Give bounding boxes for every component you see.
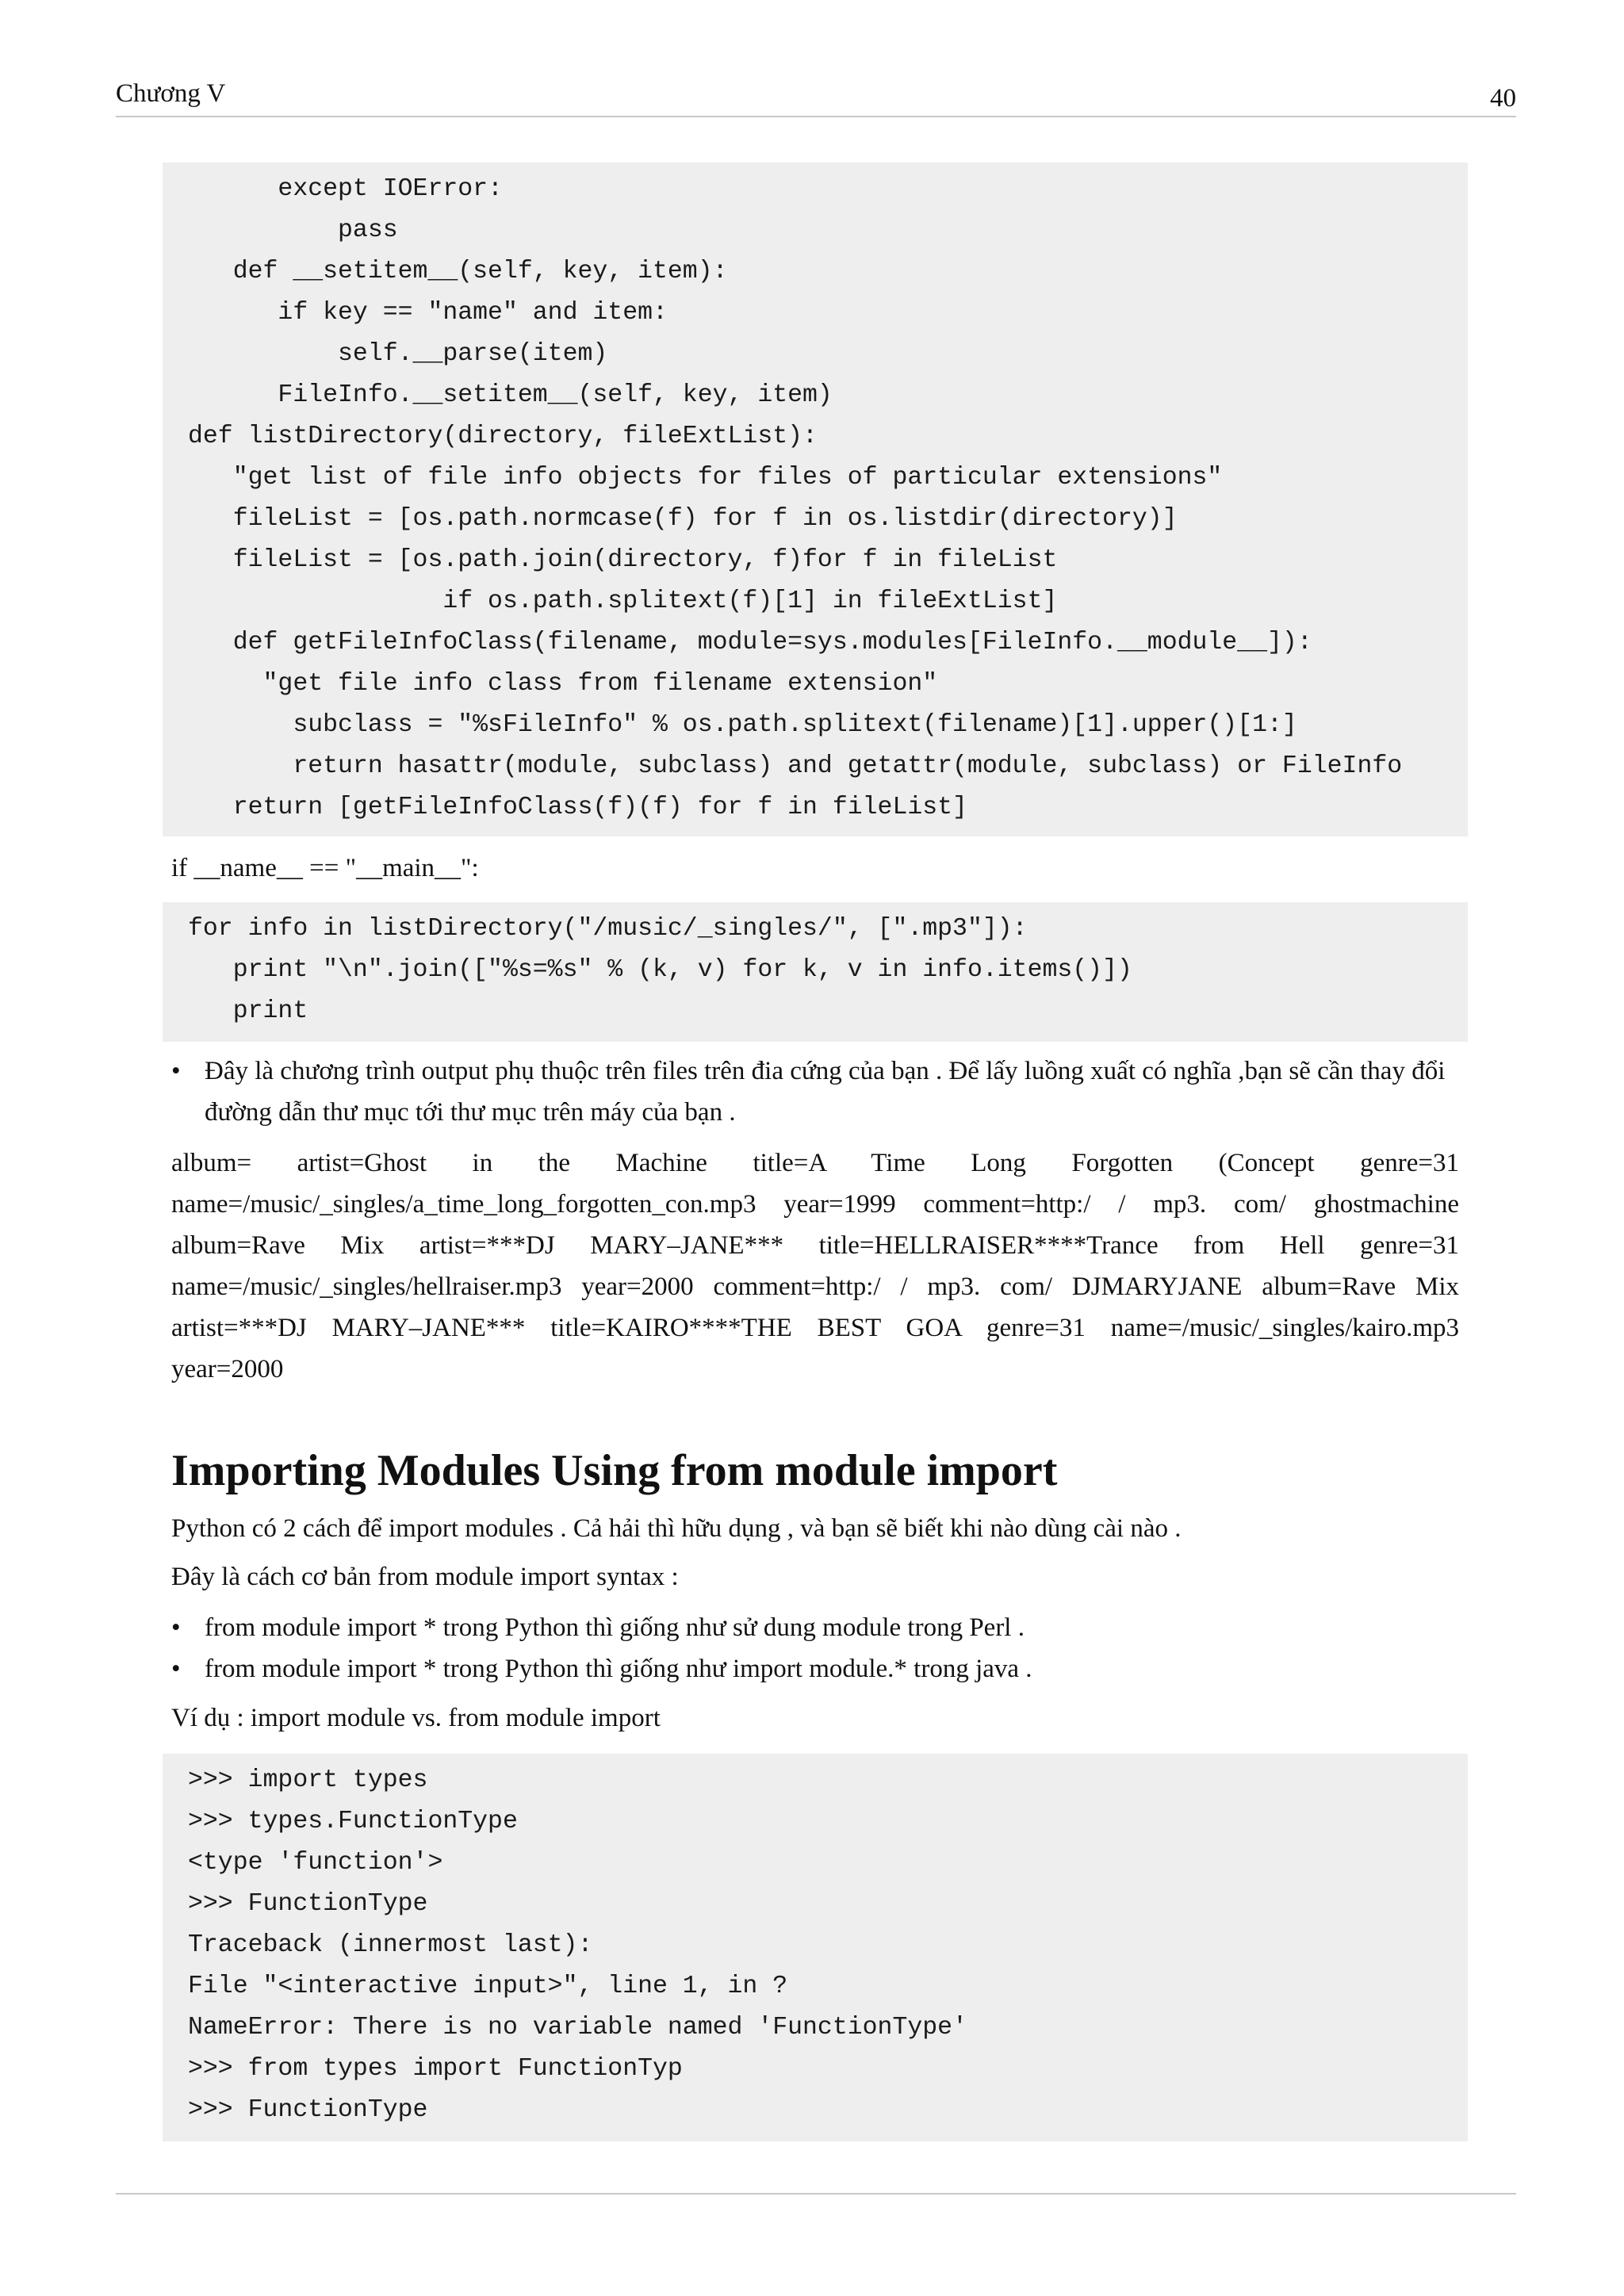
code-line: >>> from types import FunctionTyp — [188, 2055, 683, 2083]
code-line: >>> FunctionType — [188, 1890, 428, 1918]
code-block-import-example — [163, 1754, 1468, 2141]
output-line: album= artist=Ghost in the Machine title=A Time Long Forgotten (Concept genre=31 — [171, 1149, 1459, 1177]
code-line: for info in listDirectory("/music/_singles/", [".mp3"]): — [188, 915, 1028, 943]
page-header — [116, 76, 1516, 117]
code-line: >>> import types — [188, 1766, 428, 1794]
code-block-file-listing — [163, 163, 1468, 836]
paragraph: Ví dụ : import module vs. from module import — [171, 1704, 661, 1732]
code-line: <type 'function'> — [188, 1849, 443, 1877]
code-line: def getFileInfoClass(filename, module=sys.modules[FileInfo.__module__]): — [188, 629, 1312, 656]
code-line: return hasattr(module, subclass) and getattr(module, subclass) or FileInfo — [188, 752, 1403, 780]
import-syntax-list — [171, 1607, 1472, 1689]
code-line: pass — [188, 216, 398, 244]
code-line: return [getFileInfoClass(f)(f) for f in fileList] — [188, 794, 967, 821]
code-line: fileList = [os.path.join(directory, f)for f in fileList — [188, 546, 1058, 574]
footer-rule — [116, 2193, 1516, 2195]
output-line: year=2000 — [171, 1355, 284, 1383]
code-line: if os.path.splitext(f)[1] in fileExtList] — [188, 587, 1058, 615]
code-line: >>> FunctionType — [188, 2096, 428, 2124]
code-line: def __setitem__(self, key, item): — [188, 258, 728, 285]
code-line: self.__parse(item) — [188, 340, 608, 368]
program-output — [171, 1142, 1459, 1390]
paragraph: Python có 2 cách để import modules . Cả hải thì hữu dụng , và bạn sẽ biết khi nào dùng cài nào . — [171, 1514, 1182, 1543]
code-line: def listDirectory(directory, fileExtList): — [188, 423, 818, 450]
code-line: Traceback (innermost last): — [188, 1931, 593, 1959]
code-line: NameError: There is no variable named 'FunctionType' — [188, 2014, 967, 2042]
code-block-main-loop — [163, 902, 1468, 1042]
output-note-list — [171, 1050, 1472, 1133]
list-item: • Đây là chương trình output phụ thuộc trên files trên đia cứng của bạn . Để lấy luồng xuất có nghĩa ,bạn sẽ cần thay đổi đường dẫn thư mục tới thư mục trên máy của bạn . — [171, 1050, 1472, 1133]
list-item: • from module import * trong Python thì giống như import module.* trong java . — [171, 1648, 1472, 1689]
paragraph: Đây là cách cơ bản from module import syntax : — [171, 1563, 679, 1591]
code-line: print "\n".join(["%s=%s" % (k, v) for k, v in info.items()]) — [188, 956, 1132, 984]
code-line: subclass = "%sFileInfo" % os.path.splitext(filename)[1].upper()[1:] — [188, 711, 1297, 739]
list-item: • from module import * trong Python thì giống như sử dung module trong Perl . — [171, 1607, 1472, 1648]
code-line: except IOError: — [188, 175, 503, 203]
chapter-title: Chương V — [116, 79, 226, 108]
code-line: if key == "name" and item: — [188, 299, 668, 327]
code-line: "get list of file info objects for files of particular extensions" — [188, 464, 1223, 492]
code-line: print — [188, 997, 308, 1025]
section-heading: Importing Modules Using from module import — [171, 1446, 1058, 1495]
code-line: >>> types.FunctionType — [188, 1808, 518, 1835]
page-number: 40 — [1490, 84, 1516, 113]
output-line: name=/music/_singles/hellraiser.mp3 year=2000 comment=http:/ / mp3. com/ DJMARYJANE album=Rave Mix — [171, 1272, 1459, 1301]
main-guard-text: if __name__ == "__main__": — [171, 854, 479, 882]
output-line: name=/music/_singles/a_time_long_forgotten_con.mp3 year=1999 comment=http:/ / mp3. com/ ghostmachine — [171, 1190, 1459, 1219]
code-line: File "<interactive input>", line 1, in ? — [188, 1973, 788, 2000]
output-line: artist=***DJ MARY–JANE*** title=KAIRO****THE BEST GOA genre=31 name=/music/_singles/kairo.mp3 — [171, 1314, 1459, 1342]
output-line: album=Rave Mix artist=***DJ MARY–JANE*** title=HELLRAISER****Trance from Hell genre=31 — [171, 1231, 1459, 1260]
code-line: "get file info class from filename extension" — [188, 670, 938, 698]
code-line: FileInfo.__setitem__(self, key, item) — [188, 381, 833, 409]
code-line: fileList = [os.path.normcase(f) for f in os.listdir(directory)] — [188, 505, 1178, 533]
